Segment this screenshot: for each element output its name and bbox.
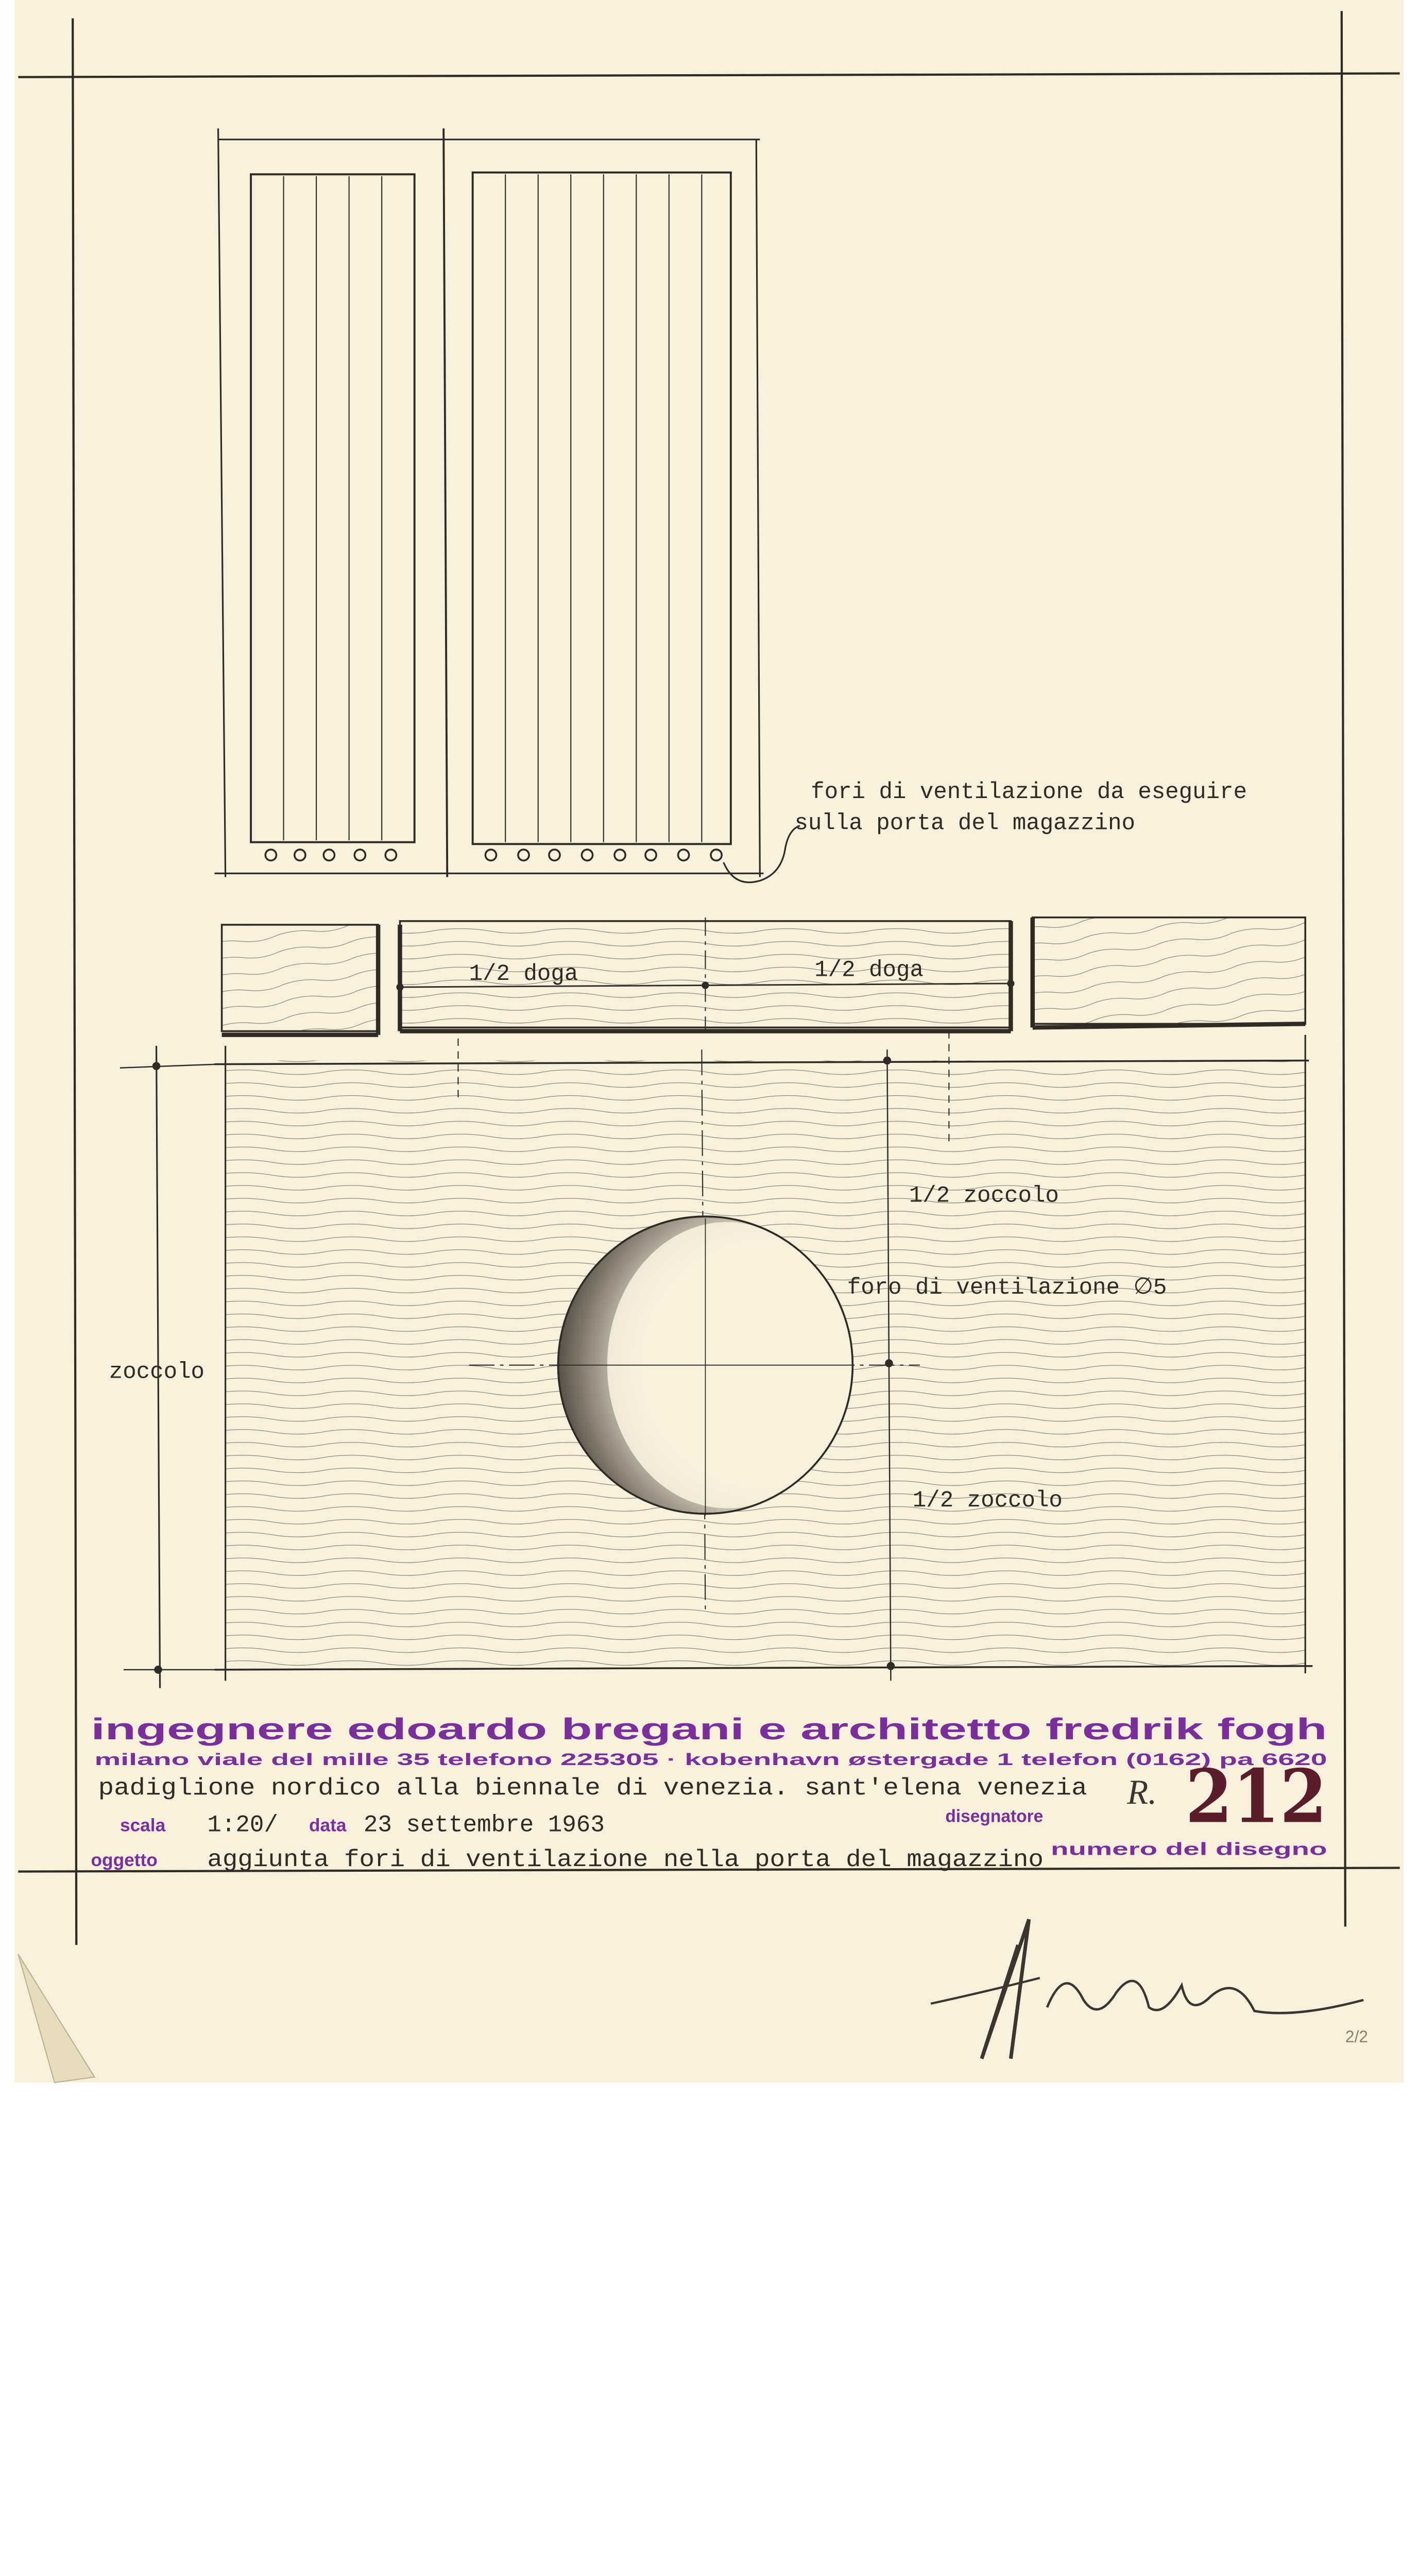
vent-hole [556,1216,855,1516]
drawing-number-label: numero del disegno [1051,1840,1327,1859]
half-board-label-left: 1/2 doga [469,961,578,987]
vent-hole-label: foro di ventilazione ∅5 [847,1275,1167,1301]
firm-stamp: ingegnere edoardo bregani e architetto fredrik fogh [91,1712,1327,1747]
drawing-number: 212 [1185,1753,1327,1840]
half-plinth-label-top: 1/2 zoccolo [909,1183,1059,1209]
plinth-label: zoccolo [109,1359,205,1385]
drafter-initials: R. [1127,1772,1157,1811]
scale-value: 1:20/ [207,1811,279,1839]
subject-value: aggiunta fori di ventilazione nella porta del magazzino [207,1846,1044,1874]
subject-label: oggetto [91,1849,158,1870]
address-stamp: milano viale del mille 35 telefono 225305 · kobenhavn østergade 1 telefon (0162) pa 6620 [94,1749,1327,1769]
vent-note-line-1: fori di ventilazione da eseguire [811,779,1247,806]
half-board-label-right: 1/2 doga [814,957,924,984]
project-title: padiglione nordico alla biennale di venezia. sant'elena venezia [98,1774,1087,1802]
date-label: data [309,1815,347,1836]
drafter-label: disegnatore [945,1807,1044,1826]
vent-note-line-2: sulla porta del magazzino [794,810,1135,837]
date-value: 23 settembre 1963 [363,1811,605,1839]
scale-label: scala [119,1815,166,1836]
half-plinth-label-bottom: 1/2 zoccolo [912,1487,1063,1514]
page-count: 2/2 [1345,2027,1368,2046]
